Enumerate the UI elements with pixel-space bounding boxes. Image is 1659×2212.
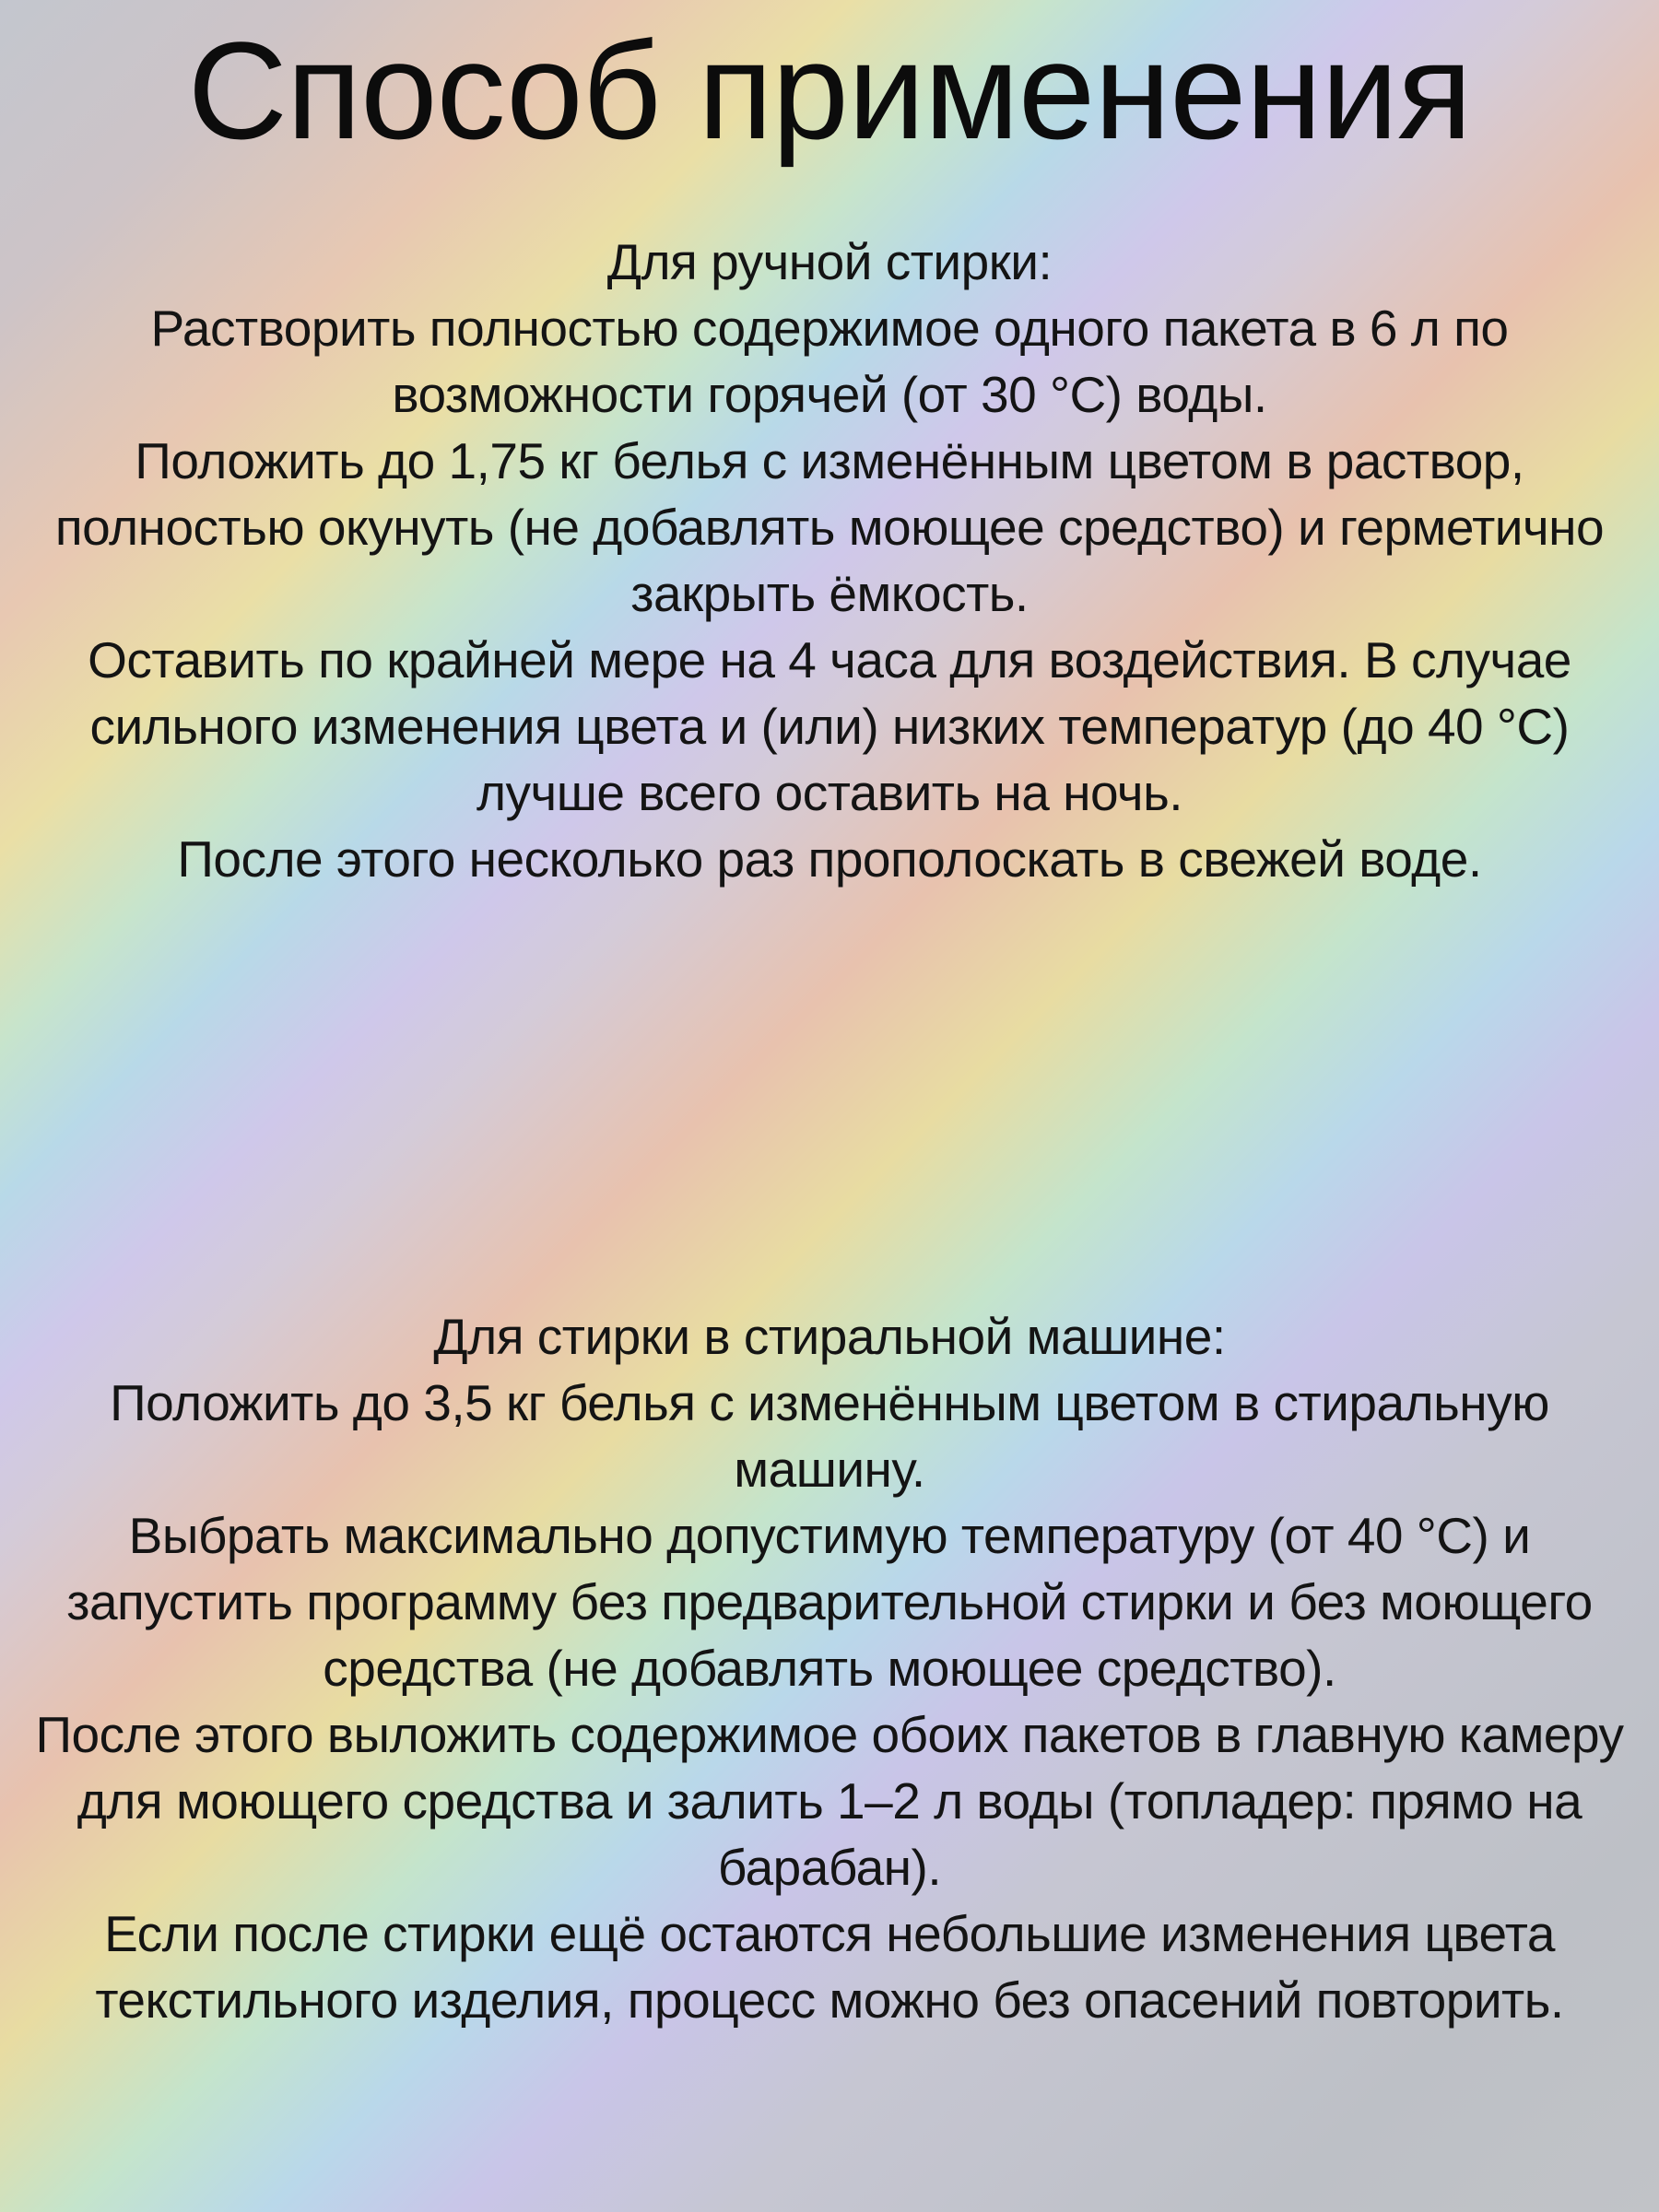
machine-wash-step-2: Выбрать максимально допустимую температуру (от 40 °C) и запустить программу без предварительной стирки и без моющего средства (не добавлять моющее средство). [66,1507,1593,1697]
machine-wash-heading: Для стирки в стиральной машине: [433,1308,1226,1365]
machine-wash-step-4: Если после стирки ещё остаются небольшие изменения цвета текстильного изделия, процесс можно без опасений повторить. [95,1905,1564,2029]
hand-wash-heading: Для ручной стирки: [606,233,1053,290]
machine-wash-step-1: Положить до 3,5 кг белья с изменённым цветом в стиральную машину. [110,1374,1549,1498]
hand-wash-step-4: После этого несколько раз прополоскать в свежей воде. [177,830,1482,888]
hand-wash-step-2: Положить до 1,75 кг белья с изменённым цветом в раствор, полностью окунуть (не добавлять моющее средство) и герметично закрыть ёмкость. [54,432,1605,622]
page-title: Способ применения [187,13,1472,168]
hand-wash-step-3: Оставить по крайней мере на 4 часа для воздействия. В случае сильного изменения цвета и (или) низких температур (до 40 °C) лучше всего оставить на ночь. [88,631,1571,821]
hand-wash-step-1: Растворить полностью содержимое одного пакета в 6 л по возможности горячей (от 30 °C) воды. [150,300,1509,423]
machine-wash-step-3: После этого выложить содержимое обоих пакетов в главную камеру для моющего средства и залить 1–2 л воды (топладер: прямо на барабан). [35,1706,1624,1896]
machine-wash-section [9,1303,1650,2033]
hand-wash-section [9,229,1650,892]
